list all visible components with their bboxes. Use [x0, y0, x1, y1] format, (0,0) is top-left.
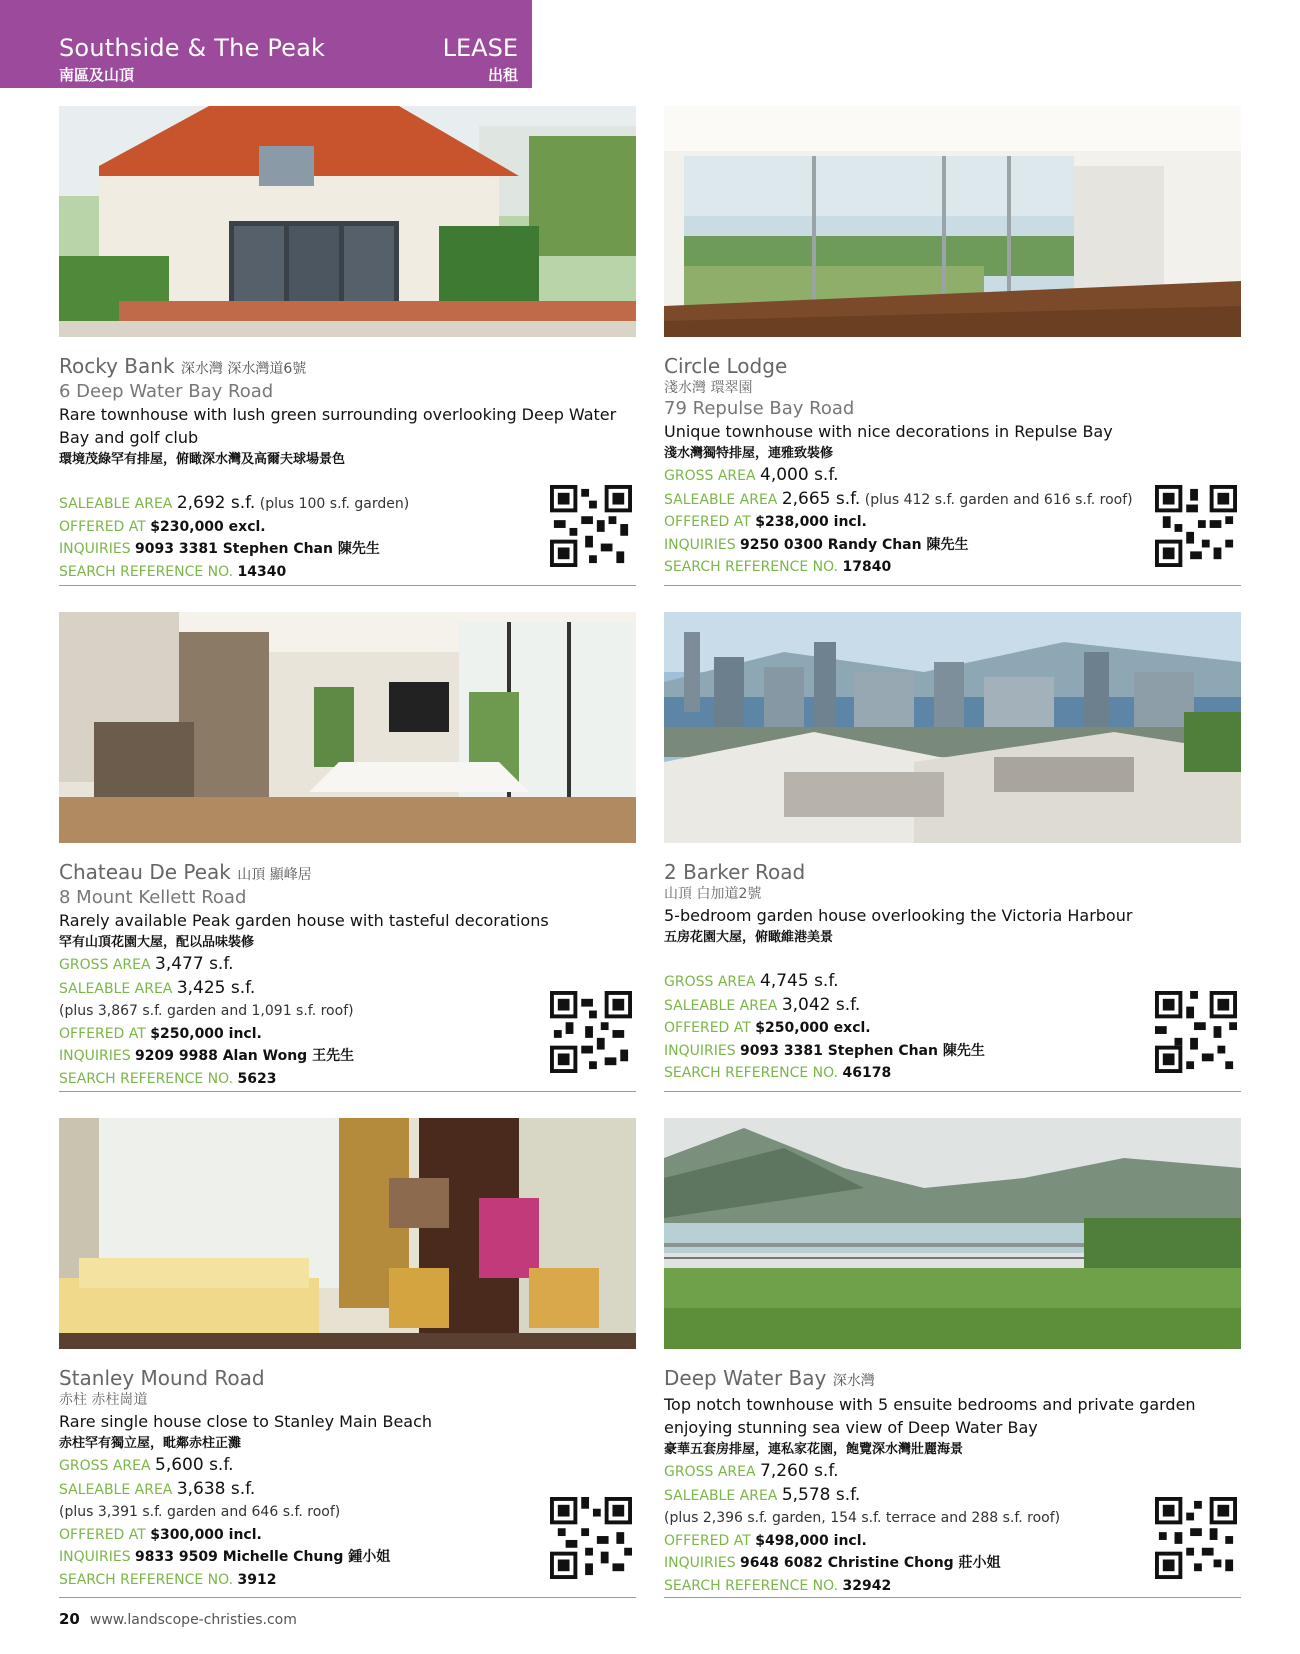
property-description: Unique townhouse with nice decorations in Repulse Bay	[664, 422, 1113, 441]
area-extra-note: (plus 2,396 s.f. garden, 154 s.f. terrace and 288 s.f. roof)	[664, 1510, 1061, 1526]
reference-label: SEARCH REFERENCE NO.	[59, 1070, 234, 1087]
property-address: 8 Mount Kellett Road	[59, 887, 247, 908]
listing-card	[664, 106, 1241, 586]
inquiries-label: INQUIRIES	[59, 1048, 131, 1064]
reference-value: 17840	[842, 559, 892, 575]
saleable-area-value: 3,638 s.f.	[176, 1478, 256, 1499]
reference-value: 3912	[237, 1571, 277, 1588]
offered-label: OFFERED AT	[59, 1526, 146, 1543]
section-header	[0, 0, 532, 88]
gross-area-value: 3,477 s.f.	[155, 954, 234, 974]
divider	[664, 585, 1241, 586]
divider	[59, 585, 636, 586]
saleable-area-value: 3,425 s.f.	[176, 977, 256, 998]
saleable-area-label: SALEABLE AREA	[664, 997, 778, 1014]
saleable-area-label: SALEABLE AREA	[664, 1487, 778, 1504]
property-name: 2 Barker Road	[664, 860, 806, 884]
inquiries-value: 9209 9988 Alan Wong 王先生	[135, 1048, 355, 1064]
saleable-area-value: 2,665 s.f.	[781, 488, 861, 509]
qr-code-icon[interactable]	[1155, 1497, 1237, 1579]
gross-area-label: GROSS AREA	[59, 1458, 151, 1474]
offered-value: $300,000 incl.	[150, 1526, 262, 1543]
reference-label: SEARCH REFERENCE NO.	[59, 563, 234, 580]
reference-label: SEARCH REFERENCE NO.	[664, 1065, 839, 1081]
offered-label: OFFERED AT	[59, 1025, 146, 1042]
qr-code-icon[interactable]	[550, 1497, 632, 1579]
saleable-area-value: 3,042 s.f.	[781, 994, 861, 1015]
property-name-zh: 山頂 顯峰居	[237, 867, 312, 883]
saleable-area-label: SALEABLE AREA	[59, 1481, 173, 1498]
gross-area-label: GROSS AREA	[59, 957, 151, 973]
gross-area-value: 5,600 s.f.	[155, 1455, 234, 1475]
property-photo	[59, 1118, 636, 1349]
property-description: Rare townhouse with lush green surrounding overlooking Deep Water Bay and golf club	[59, 405, 617, 447]
divider	[59, 1091, 636, 1092]
reference-label: SEARCH REFERENCE NO.	[664, 1577, 839, 1594]
gross-area-value: 4,745 s.f.	[760, 971, 839, 991]
inquiries-label: INQUIRIES	[664, 536, 736, 553]
listing-card	[664, 612, 1241, 1092]
offered-label: OFFERED AT	[664, 514, 751, 530]
page-footer	[59, 1610, 297, 1628]
property-description: 5-bedroom garden house overlooking the Victoria Harbour	[664, 906, 1133, 925]
property-name: Circle Lodge	[664, 354, 788, 378]
inquiries-value: 9093 3381 Stephen Chan 陳先生	[740, 1042, 985, 1059]
inquiries-label: INQUIRIES	[664, 1555, 736, 1571]
property-description-zh: 五房花園大屋，俯瞰維港美景	[664, 930, 834, 945]
area-extra-note: (plus 3,391 s.f. garden and 646 s.f. roof)	[59, 1504, 341, 1520]
region-title-zh: 南區及山頂	[59, 66, 135, 84]
gross-area-value: 4,000 s.f.	[760, 465, 839, 485]
property-photo	[664, 106, 1241, 337]
qr-code-icon[interactable]	[1155, 485, 1237, 567]
gross-area-label: GROSS AREA	[664, 1464, 756, 1480]
listing-card	[664, 1118, 1241, 1598]
gross-area-label: GROSS AREA	[664, 974, 756, 990]
property-description-zh: 環境茂綠罕有排屋，俯瞰深水灣及高爾夫球場景色	[59, 452, 346, 467]
inquiries-value: 9648 6082 Christine Chong 莊小姐	[740, 1555, 1001, 1571]
property-description-zh: 罕有山頂花園大屋，配以品味裝修	[59, 935, 255, 950]
inquiries-label: INQUIRIES	[59, 1549, 131, 1565]
inquiries-label: INQUIRIES	[59, 541, 131, 557]
offered-value: $230,000 excl.	[150, 518, 266, 535]
reference-value: 5623	[237, 1070, 277, 1087]
property-photo	[664, 612, 1241, 843]
qr-code-icon[interactable]	[1155, 991, 1237, 1073]
property-address: 6 Deep Water Bay Road	[59, 381, 274, 402]
gross-area-value: 7,260 s.f.	[760, 1461, 839, 1481]
offered-label: OFFERED AT	[664, 1020, 751, 1036]
property-name-zh: 深水灣 深水灣道6號	[180, 361, 307, 377]
property-photo	[59, 612, 636, 843]
region-title: Southside & The Peak	[59, 34, 326, 62]
saleable-area-note: (plus 412 s.f. garden and 616 s.f. roof)	[864, 491, 1133, 508]
listing-type-zh: 出租	[487, 66, 518, 84]
property-photo	[664, 1118, 1241, 1349]
website-link[interactable]: www.landscope-christies.com	[89, 1612, 297, 1628]
property-name-zh: 深水灣	[832, 1373, 875, 1389]
listing-type: LEASE	[442, 34, 518, 62]
saleable-area-label: SALEABLE AREA	[59, 980, 173, 997]
gross-area-label: GROSS AREA	[664, 468, 756, 484]
reference-value: 46178	[842, 1065, 892, 1081]
inquiries-label: INQUIRIES	[664, 1042, 736, 1059]
area-extra-note: (plus 3,867 s.f. garden and 1,091 s.f. roof)	[59, 1003, 354, 1019]
divider	[664, 1597, 1241, 1598]
property-description-zh: 淺水灣獨特排屋，連雅致裝修	[664, 446, 834, 461]
saleable-area-note: (plus 100 s.f. garden)	[259, 496, 410, 512]
property-name: Stanley Mound Road	[59, 1366, 265, 1390]
offered-value: $250,000 excl.	[755, 1020, 871, 1036]
property-address-zh: 赤柱 赤柱崗道	[59, 1392, 148, 1408]
saleable-area-label: SALEABLE AREA	[59, 496, 173, 512]
saleable-area-label: SALEABLE AREA	[664, 491, 778, 508]
property-photo	[59, 106, 636, 337]
property-name: Deep Water Bay	[664, 1366, 827, 1390]
property-description: Rare single house close to Stanley Main Beach	[59, 1412, 433, 1431]
saleable-area-value: 5,578 s.f.	[781, 1484, 861, 1505]
listing-card	[59, 612, 636, 1092]
property-description: Top notch townhouse with 5 ensuite bedrooms and private garden enjoying stunning sea view of Deep Water Bay	[664, 1395, 1196, 1437]
property-address-zh: 山頂 白加道2號	[664, 886, 762, 902]
reference-label: SEARCH REFERENCE NO.	[664, 559, 839, 575]
offered-label: OFFERED AT	[664, 1532, 751, 1549]
property-name: Chateau De Peak	[59, 860, 231, 884]
reference-label: SEARCH REFERENCE NO.	[59, 1571, 234, 1588]
inquiries-value: 9093 3381 Stephen Chan 陳先生	[135, 541, 380, 557]
property-address: 79 Repulse Bay Road	[664, 398, 855, 419]
inquiries-value: 9250 0300 Randy Chan 陳先生	[740, 536, 969, 553]
property-address-zh: 淺水灣 環翠園	[664, 380, 753, 396]
saleable-area-value: 2,692 s.f.	[176, 493, 256, 513]
offered-label: OFFERED AT	[59, 518, 146, 535]
reference-value: 32942	[842, 1577, 892, 1594]
inquiries-value: 9833 9509 Michelle Chung 鍾小姐	[135, 1549, 391, 1565]
divider	[664, 1091, 1241, 1092]
property-description: Rarely available Peak garden house with tasteful decorations	[59, 911, 549, 930]
property-name: Rocky Bank	[59, 354, 175, 378]
offered-value: $250,000 incl.	[150, 1025, 262, 1042]
listing-card	[59, 106, 636, 586]
divider	[59, 1597, 636, 1598]
page-number: 20	[59, 1610, 80, 1628]
reference-value: 14340	[237, 563, 287, 580]
property-description-zh: 豪華五套房排屋，連私家花園，飽覽深水灣壯麗海景	[664, 1442, 964, 1457]
listing-card	[59, 1118, 636, 1598]
qr-code-icon[interactable]	[550, 485, 632, 567]
offered-value: $238,000 incl.	[755, 514, 867, 530]
property-description-zh: 赤柱罕有獨立屋，毗鄰赤柱正灘	[59, 1436, 242, 1451]
offered-value: $498,000 incl.	[755, 1532, 867, 1549]
qr-code-icon[interactable]	[550, 991, 632, 1073]
